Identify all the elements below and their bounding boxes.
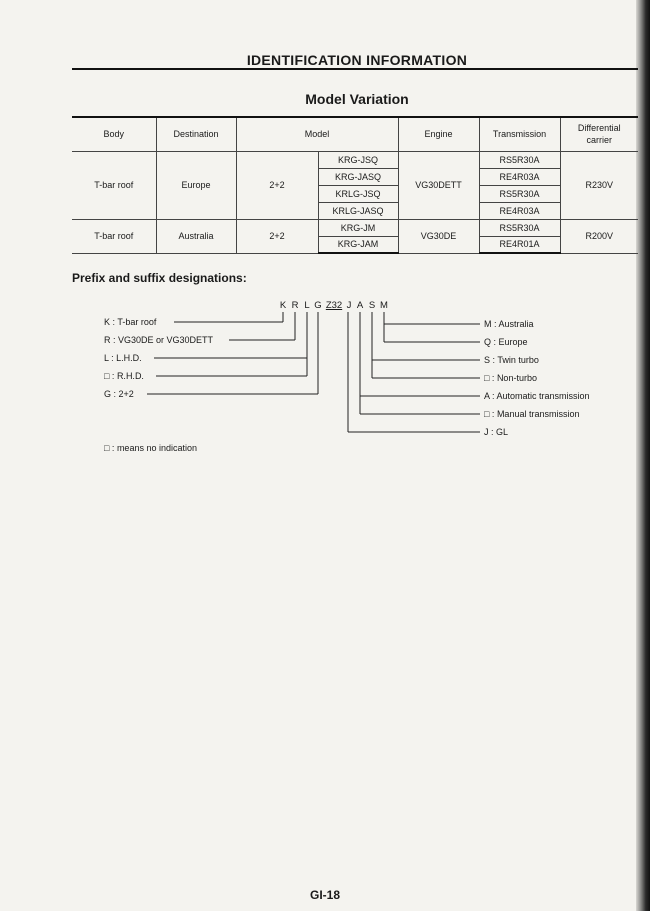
- code-letter-g: G: [314, 300, 322, 311]
- code-letter-j: J: [346, 300, 352, 311]
- cell-transmission: RE4R03A: [479, 168, 560, 185]
- cell-model: KRG-JAM: [318, 236, 398, 253]
- suffix-label-j: J : GL: [484, 427, 509, 437]
- prefix-label-r: R : VG30DE or VG30DETT: [104, 335, 214, 345]
- suffix-label-q: Q : Europe: [484, 337, 528, 347]
- cell-model: KRG-JM: [318, 219, 398, 236]
- code-letter-m: M: [380, 300, 388, 311]
- cell-body: T-bar roof: [72, 219, 156, 253]
- prefix-label-k: K : T-bar roof: [104, 317, 157, 327]
- cell-engine: VG30DE: [398, 219, 479, 253]
- prefix-label-g: G : 2+2: [104, 389, 134, 399]
- page-number: GI-18: [309, 888, 340, 902]
- section-title: IDENTIFICATION INFORMATION: [246, 52, 468, 68]
- cell-model: KRLG-JSQ: [318, 185, 398, 202]
- cell-seating: 2+2: [236, 219, 318, 253]
- header-destination: Destination: [156, 117, 236, 151]
- header-differential-line2: carrier: [586, 135, 613, 146]
- header-body: Body: [72, 117, 156, 151]
- cell-differential: R230V: [560, 151, 638, 219]
- cell-destination: Australia: [156, 219, 236, 253]
- code-letter-a: A: [356, 300, 364, 311]
- prefix-suffix-title: Prefix and suffix designations:: [72, 271, 247, 285]
- cell-model: KRLG-JASQ: [318, 202, 398, 219]
- code-letter-r: R: [291, 300, 299, 311]
- code-letter-model: Z32: [325, 300, 343, 311]
- cell-body: T-bar roof: [72, 151, 156, 219]
- cell-seating: 2+2: [236, 151, 318, 219]
- no-indication-note: □ : means no indication: [104, 443, 197, 453]
- suffix-label-s: S : Twin turbo: [484, 355, 539, 365]
- header-transmission: Transmission: [479, 117, 560, 151]
- cell-model: KRG-JASQ: [318, 168, 398, 185]
- cell-transmission: RS5R30A: [479, 151, 560, 168]
- suffix-label-a: A : Automatic transmission: [484, 391, 590, 401]
- cell-transmission: RS5R30A: [479, 219, 560, 236]
- suffix-label-non-turbo: □ : Non-turbo: [484, 373, 537, 383]
- cell-destination: Europe: [156, 151, 236, 219]
- code-letter-k: K: [279, 300, 287, 311]
- cell-transmission: RE4R01A: [479, 236, 560, 253]
- cell-model: KRG-JSQ: [318, 151, 398, 168]
- cell-transmission: RS5R30A: [479, 185, 560, 202]
- cell-differential: R200V: [560, 219, 638, 253]
- prefix-label-l: L : L.H.D.: [104, 353, 142, 363]
- suffix-label-manual: □ : Manual transmission: [484, 409, 580, 419]
- prefix-label-rhd: □ : R.H.D.: [104, 371, 144, 381]
- suffix-label-m: M : Australia: [484, 319, 534, 329]
- code-letter-l: L: [304, 300, 310, 311]
- header-model: Model: [236, 117, 398, 151]
- header-engine: Engine: [398, 117, 479, 151]
- header-differential-line1: Differential: [577, 123, 621, 134]
- cell-transmission: RE4R03A: [479, 202, 560, 219]
- cell-engine: VG30DETT: [398, 151, 479, 219]
- table-title: Model Variation: [305, 91, 409, 107]
- code-letter-s: S: [368, 300, 376, 311]
